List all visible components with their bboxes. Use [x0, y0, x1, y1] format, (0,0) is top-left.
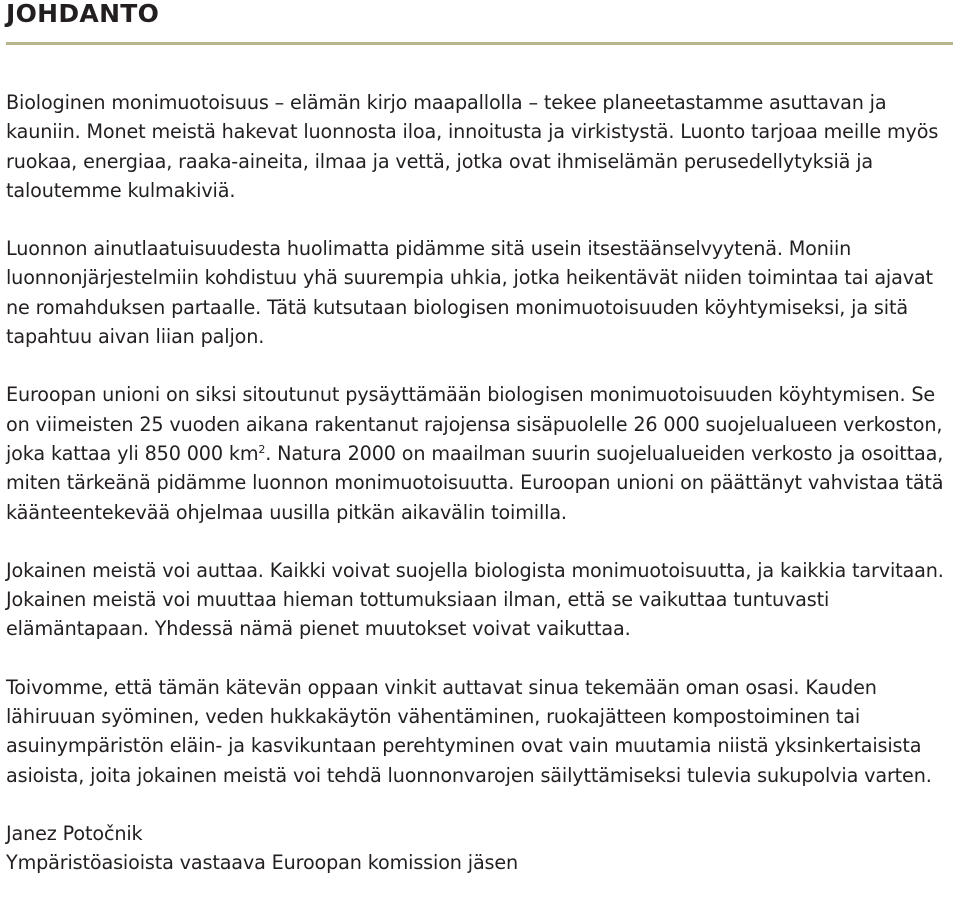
paragraph-intro: Biologinen monimuotoisuus – elämän kirjo maapallolla – tekee planeetastamme asuttavan ja kauniin. Monet meistä hakevat luonnosta iloa, innoitusta ja virkistystä. Luonto tarjoaa meille myös ruokaa, energiaa, raaka-aineita, ilmaa ja vettä, jotka ovat ihmiselämän perusedellytyksiä ja taloutemme kulmakiviä.	[6, 91, 939, 202]
paragraph-eu-commitment	[6, 380, 956, 526]
signature-name: Janez Potočnik	[6, 821, 143, 845]
signature-block	[6, 819, 956, 878]
eu-text-after: . Natura 2000 on maailman suurin suojelualueiden verkosto ja osoittaa, miten tärkeänä pidämme luonnon monimuotoisuutta. Euroopan unioni on päättänyt vahvistaa tätä käänteentekevää ohjelmaa uusilla pitkän aikavälin toimilla.	[6, 441, 944, 524]
eu-text-before: Euroopan unioni on siksi sitoutunut pysäyttämään biologisen monimuotoisuuden köyhtymisen. Se on viimeisten 25 vuoden aikana rakentanut rajojensa sisäpuolelle 26 000 suojelualueen verkoston, joka kattaa yli 850 000 km	[6, 383, 943, 465]
superscript-two: 2	[258, 442, 266, 456]
paragraph-everyone-can-help: Jokainen meistä voi auttaa. Kaikki voivat suojella biologista monimuotoisuutta, ja kaikkia tarvitaan. Jokainen meistä voi muuttaa hieman tottumuksiaan ilman, että se vaikuttaa tuntuvasti elämäntapaan. Yhdessä nämä pienet muutokset voivat vaikuttaa.	[6, 558, 944, 641]
paragraph-threats: Luonnon ainutlaatuisuudesta huolimatta pidämme sitä usein itsestäänselvyytenä. Moniin luonnonjärjestelmiin kohdistuu yhä suurempia uhkia, jotka heikentävät niiden toimintaa tai ajavat ne romahduksen partaalle. Tätä kutsutaan biologisen monimuotoisuuden köyhtymiseksi, ja sitä tapahtuu aivan liian paljon.	[6, 237, 933, 349]
page-heading: JOHDANTO	[6, 0, 160, 28]
document-body	[6, 88, 956, 878]
heading-underline	[6, 42, 953, 45]
signature-title: Ympäristöasioista vastaava Euroopan komission jäsen	[6, 851, 519, 875]
paragraph-guide-tips: Toivomme, että tämän kätevän oppaan vinkit auttavat sinua tekemään oman osasi. Kauden lähiruuan syöminen, veden hukkakäytön vähentäminen, ruokajätteen kompostoiminen tai asuinympäristön eläin- ja kasvikuntaan perehtyminen ovat vain muutamia niistä yksinkertaisista asioista, joita jokainen meistä voi tehdä luonnonvarojen säilyttämiseksi tulevia sukupolvia varten.	[6, 675, 932, 787]
